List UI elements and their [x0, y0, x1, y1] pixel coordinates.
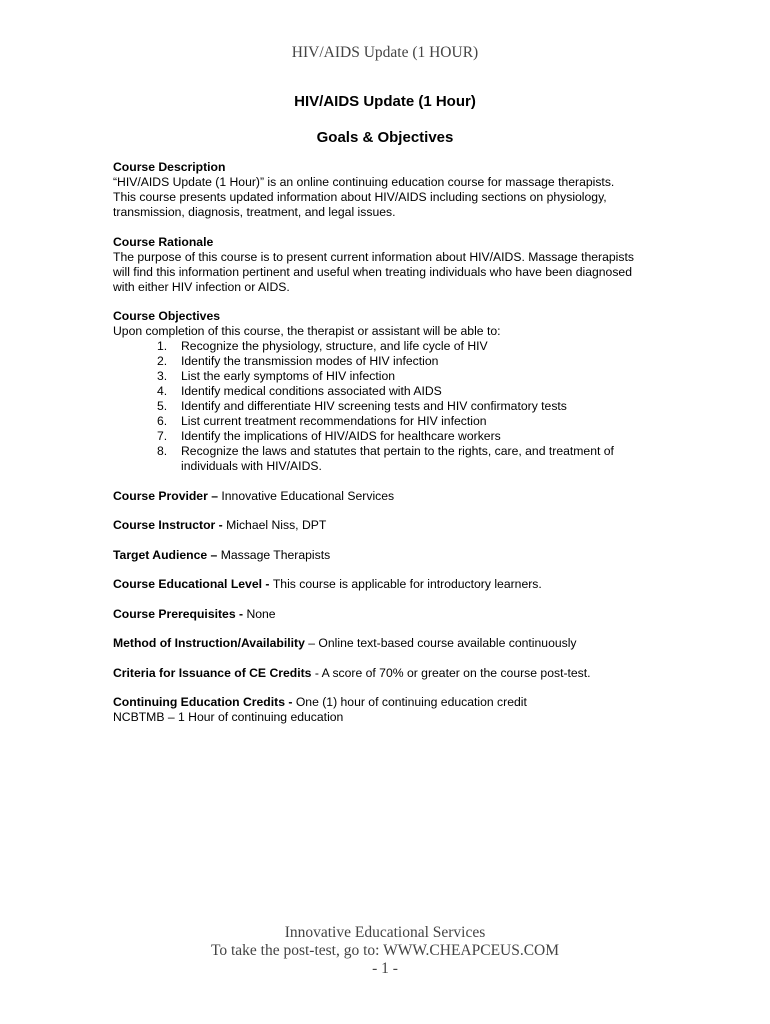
course-prerequisites: [113, 607, 673, 622]
list-item: [113, 444, 673, 474]
running-header: HIV/AIDS Update (1 HOUR): [291, 44, 479, 61]
detail-label: Course Educational Level -: [113, 577, 273, 591]
course-provider: [113, 489, 673, 504]
list-item: [113, 399, 673, 414]
list-item: [113, 384, 673, 399]
detail-value: Massage Therapists: [220, 547, 331, 562]
detail-label: Target Audience –: [113, 547, 221, 562]
list-text: Identify and differentiate HIV screening tests and HIV confirmatory tests: [181, 399, 567, 413]
list-text-continued: individuals with HIV/AIDS.: [181, 459, 322, 473]
footer-posttest-link: To take the post-test, go to: WWW.CHEAPCEUS.COM: [210, 942, 560, 959]
list-number: 7.: [157, 429, 168, 443]
objectives-intro: Upon completion of this course, the therapist or assistant will be able to:: [113, 324, 501, 338]
paragraph-line: “HIV/AIDS Update (1 Hour)” is an online continuing education course for massage therapists.: [113, 175, 615, 189]
course-description-section: [113, 160, 673, 220]
target-audience: [113, 548, 673, 563]
document-subtitle: Goals & Objectives: [316, 129, 454, 146]
detail-value: Innovative Educational Services: [221, 488, 395, 503]
list-number: 8.: [157, 444, 168, 458]
course-objectives-section: [113, 309, 673, 474]
detail-label: Course Instructor -: [113, 518, 227, 532]
continuing-education-credits: [113, 695, 673, 725]
paragraph-line: will find this information pertinent and useful when treating individuals who have been diagnosed: [113, 264, 632, 279]
list-number: 5.: [157, 399, 168, 413]
detail-label: Course Prerequisites -: [113, 606, 247, 621]
objectives-list: [113, 339, 673, 474]
list-text: Recognize the laws and statutes that pertain to the rights, care, and treatment of: [181, 444, 614, 458]
course-instructor: [113, 518, 673, 533]
detail-value: One (1) hour of continuing education credit: [295, 695, 527, 709]
page-footer: [0, 924, 770, 978]
document-title: HIV/AIDS Update (1 Hour): [294, 93, 476, 110]
list-number: 6.: [157, 414, 168, 428]
list-number: 2.: [157, 354, 168, 368]
list-text: List the early symptoms of HIV infection: [181, 369, 396, 383]
footer-organization: Innovative Educational Services: [284, 924, 486, 941]
ncbtmb-line: NCBTMB – 1 Hour of continuing education: [113, 710, 344, 724]
paragraph-line: with either HIV infection or AIDS.: [113, 279, 290, 294]
paragraph-line: The purpose of this course is to present current information about HIV/AIDS. Massage therapists: [113, 249, 634, 264]
page-number: - 1 -: [372, 960, 398, 977]
detail-value: - A score of 70% or greater on the course post-test.: [314, 665, 591, 680]
detail-value: – Online text-based course available continuously: [308, 636, 577, 650]
list-item: [113, 414, 673, 429]
method-of-instruction: [113, 636, 673, 651]
section-heading: Course Objectives: [113, 309, 221, 323]
section-heading: Course Rationale: [113, 234, 214, 249]
list-item: [113, 429, 673, 444]
detail-label: Course Provider –: [113, 488, 222, 503]
list-item: [113, 339, 673, 354]
list-item: [113, 369, 673, 384]
detail-label: Method of Instruction/Availability: [113, 636, 309, 650]
list-text: Identify the implications of HIV/AIDS for healthcare workers: [181, 429, 501, 443]
list-number: 1.: [157, 339, 168, 353]
list-text: Identify the transmission modes of HIV infection: [181, 354, 439, 368]
list-number: 4.: [157, 384, 168, 398]
detail-label: Criteria for Issuance of CE Credits: [113, 665, 315, 680]
list-item: [113, 354, 673, 369]
detail-value: This course is applicable for introductory learners.: [272, 577, 542, 591]
detail-value: Michael Niss, DPT: [226, 518, 327, 532]
list-number: 3.: [157, 369, 168, 383]
paragraph-line: This course presents updated information about HIV/AIDS including sections on physiology,: [113, 190, 607, 204]
section-heading: Course Description: [113, 160, 226, 174]
list-text: List current treatment recommendations for HIV infection: [181, 414, 487, 428]
detail-value: None: [246, 606, 276, 621]
ce-credit-criteria: [113, 666, 673, 681]
list-text: Identify medical conditions associated with AIDS: [181, 384, 442, 398]
detail-label: Continuing Education Credits -: [113, 695, 296, 709]
document-body: [113, 160, 673, 740]
course-rationale-section: [113, 235, 673, 295]
list-text: Recognize the physiology, structure, and life cycle of HIV: [181, 339, 488, 353]
paragraph-line: transmission, diagnosis, treatment, and legal issues.: [113, 205, 396, 219]
course-educational-level: [113, 577, 673, 592]
